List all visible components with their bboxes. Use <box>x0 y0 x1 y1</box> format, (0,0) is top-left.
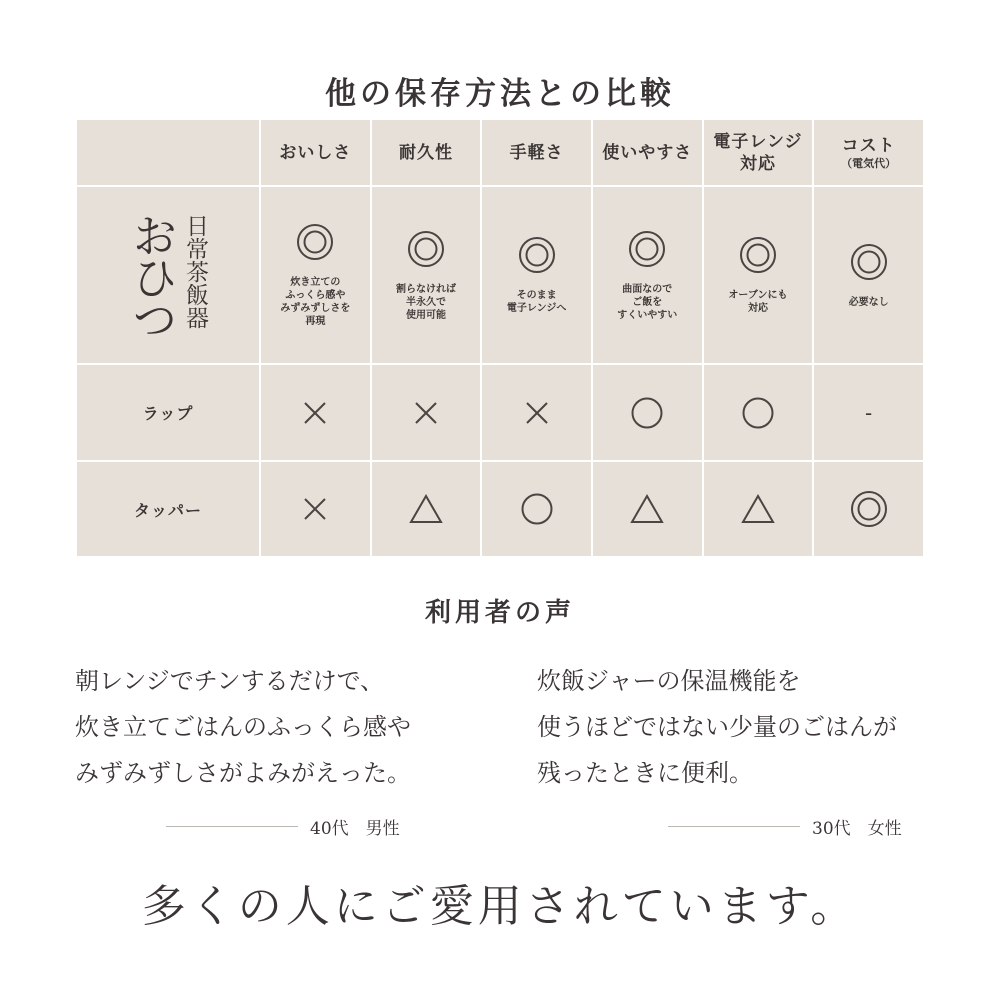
table-row-tupperware <box>76 461 924 557</box>
circle-mark <box>482 492 591 526</box>
product-cell-taste <box>260 186 371 364</box>
double-circle-mark <box>814 489 923 529</box>
double-circle-mark <box>814 242 923 282</box>
double-circle-mark <box>704 235 813 275</box>
header-empty-cell <box>76 119 260 186</box>
header-cost: コスト （電気代） <box>813 119 924 186</box>
attribution-text: 30代 女性 <box>812 819 902 839</box>
double-circle-mark <box>482 235 591 275</box>
header-cost-sub: （電気代） <box>841 156 897 170</box>
voice-text-2: 炊飯ジャーの保温機能を 使うほどではない少量のごはんが 残ったときに便利。 <box>537 667 897 787</box>
product-cell-cost <box>813 186 924 364</box>
double-circle-mark <box>372 229 481 269</box>
wrap-cell <box>260 364 371 461</box>
triangle-mark <box>372 493 481 525</box>
circle-mark <box>593 396 702 430</box>
product-cell-ease <box>481 186 592 364</box>
product-note: 曲面なので ご飯を すくいやすい <box>617 283 678 321</box>
double-circle-mark <box>593 229 702 269</box>
header-ease: 手軽さ <box>481 119 592 186</box>
dash-mark: - <box>865 400 873 425</box>
product-note: 割らなければ 半永久で 使用可能 <box>395 283 456 321</box>
wrap-cell <box>813 364 924 461</box>
product-cell-microwave <box>703 186 814 364</box>
attribution-text: 40代 男性 <box>310 819 400 839</box>
tupperware-cell <box>260 461 371 557</box>
voices-title: 利用者の声 <box>424 598 575 628</box>
header-microwave: 電子レンジ 対応 <box>703 119 814 186</box>
product-cell-usability <box>592 186 703 364</box>
wrap-cell <box>371 364 482 461</box>
tagline: 多くの人にご愛用されています。 <box>141 881 859 932</box>
tupperware-cell <box>813 461 924 557</box>
triangle-mark <box>593 493 702 525</box>
product-cell-durability <box>371 186 482 364</box>
voice-text-1: 朝レンジでチンするだけで、 炊き立てごはんのふっくら感や みずみずしさがよみがえった。 <box>75 667 411 787</box>
triangle-mark <box>704 493 813 525</box>
voice-attribution-1 <box>166 814 400 839</box>
tupperware-cell <box>592 461 703 557</box>
row-label-wrap: ラップ <box>76 364 260 461</box>
cross-mark <box>372 400 481 426</box>
attribution-divider <box>166 826 298 827</box>
voice-attribution-2 <box>668 814 902 839</box>
double-circle-mark <box>261 222 370 262</box>
cross-mark <box>482 400 591 426</box>
tupperware-cell <box>371 461 482 557</box>
product-note: 炊き立ての ふっくら感や みずみずしさを 再現 <box>280 277 351 327</box>
brand-logo <box>77 212 259 338</box>
circle-mark <box>704 396 813 430</box>
attribution-divider <box>668 826 800 827</box>
comparison-table <box>75 118 925 558</box>
cross-mark <box>261 496 370 522</box>
table-row-wrap <box>76 364 924 461</box>
product-note: オーブンにも 対応 <box>728 290 788 314</box>
wrap-cell <box>703 364 814 461</box>
product-note: 必要なし <box>848 296 889 308</box>
wrap-cell <box>592 364 703 461</box>
header-durability: 耐久性 <box>371 119 482 186</box>
row-label-tupperware: タッパー <box>76 461 260 557</box>
header-usability: 使いやすさ <box>592 119 703 186</box>
product-label-cell <box>76 186 260 364</box>
tupperware-cell <box>481 461 592 557</box>
header-taste: おいしさ <box>260 119 371 186</box>
comparison-title: 他の保存方法との比較 <box>325 76 675 112</box>
tupperware-cell <box>703 461 814 557</box>
brand-sub-text: 日常茶飯器 <box>182 214 208 329</box>
brand-main-text: おひつ <box>125 212 179 338</box>
product-note: そのまま 電子レンジへ <box>506 290 567 314</box>
cross-mark <box>261 400 370 426</box>
table-row-product <box>76 186 924 364</box>
wrap-cell <box>481 364 592 461</box>
table-header-row <box>76 119 924 186</box>
